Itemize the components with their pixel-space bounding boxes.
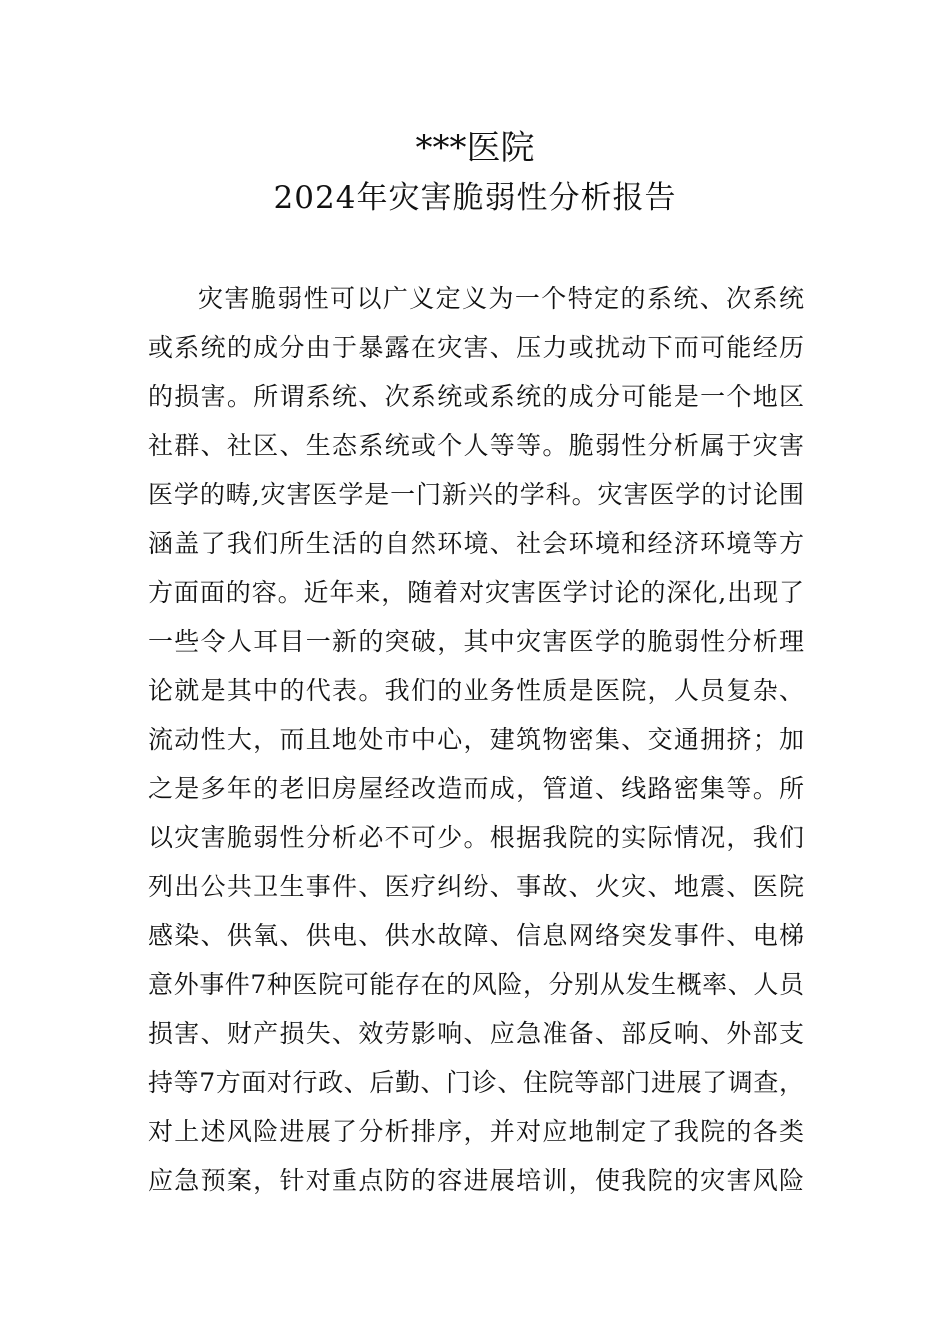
body-line: 列出公共卫生事件、医疗纠纷、事故、火灾、地震、医院	[148, 872, 804, 901]
document-title-hospital: ***医院	[415, 128, 535, 168]
body-line: 社群、社区、生态系统或个人等等。脆弱性分析属于灾害	[148, 431, 804, 460]
body-line: 一些令人耳目一新的突破，其中灾害医学的脆弱性分析理	[148, 627, 804, 656]
body-line: 医学的畴,灾害医学是一门新兴的学科。灾害医学的讨论围	[148, 480, 804, 509]
body-line: 以灾害脆弱性分析必不可少。根据我院的实际情况，我们	[148, 823, 804, 852]
body-line: 流动性大，而且地处市中心，建筑物密集、交通拥挤；加	[148, 725, 804, 754]
body-line: 损害、财产损失、效劳影响、应急准备、部反响、外部支	[148, 1019, 804, 1048]
body-line: 涵盖了我们所生活的自然环境、社会环境和经济环境等方	[148, 529, 804, 558]
body-line: 或系统的成分由于暴露在灾害、压力或扰动下而可能经历	[148, 333, 804, 362]
body-line: 之是多年的老旧房屋经改造而成，管道、线路密集等。所	[148, 774, 804, 803]
body-line: 灾害脆弱性可以广义定义为一个特定的系统、次系统	[198, 284, 804, 313]
body-line: 感染、供氧、供电、供水故障、信息网络突发事件、电梯	[148, 921, 804, 950]
body-line: 方面面的容。近年来，随着对灾害医学讨论的深化,出现了	[148, 578, 804, 607]
document-title-report: 2024年灾害脆弱性分析报告	[273, 180, 677, 216]
body-line: 的损害。所谓系统、次系统或系统的成分可能是一个地区	[148, 382, 804, 411]
body-line: 对上述风险进展了分析排序，并对应地制定了我院的各类	[148, 1117, 804, 1146]
body-line: 持等7方面对行政、后勤、门诊、住院等部门进展了调查，	[148, 1068, 804, 1097]
body-line: 意外事件7种医院可能存在的风险，分别从发生概率、人员	[148, 970, 804, 999]
body-line: 应急预案，针对重点防的容进展培训，使我院的灾害风险	[148, 1166, 804, 1195]
body-line: 论就是其中的代表。我们的业务性质是医院，人员复杂、	[148, 676, 804, 705]
